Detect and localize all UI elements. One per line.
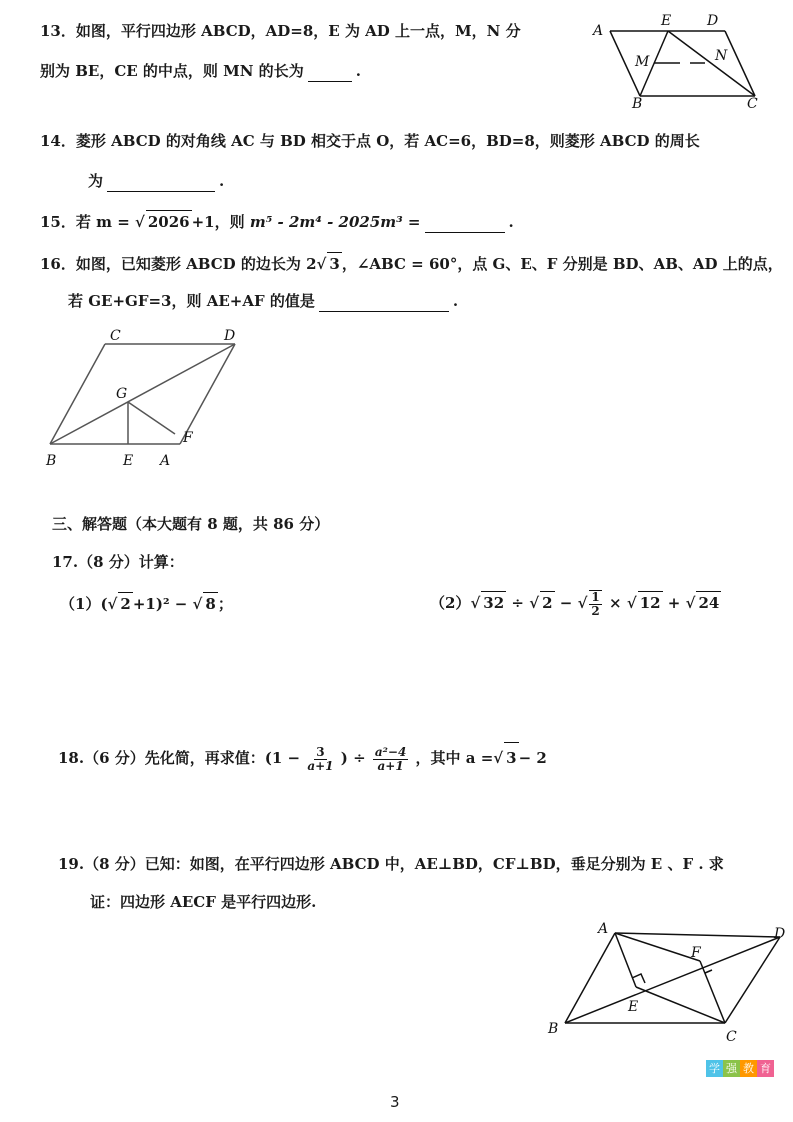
q13-line1 xyxy=(40,20,521,42)
q16-label-F: F xyxy=(183,430,193,446)
q19-line1: 19.（8 分）已知：如图，在平行四边形 ABCD 中，AE⊥BD，CF⊥BD，垂足分别为 E 、F . 求 xyxy=(58,855,724,873)
q16-line2: 若 GE+GF=3，则 AE+AF 的值是 . xyxy=(68,292,459,310)
q13-label-N: N xyxy=(715,48,728,64)
q13-line2: 别为 BE，CE 的中点，则 MN 的长为 . xyxy=(40,62,361,80)
q16-label-A: A xyxy=(160,453,171,469)
q14-line1: 14．菱形 ABCD 的对角线 AC 与 BD 相交于点 O，若 AC=6，BD=8，则菱形 ABCD 的周长 xyxy=(40,132,700,150)
q19-line2: 证：四边形 AECF 是平行四边形. xyxy=(90,893,317,911)
q13-answer-blank[interactable] xyxy=(308,65,352,82)
q13-text1: 如图，平行四边形 ABCD，AD=8，E 为 AD 上一点，M，N 分 xyxy=(75,22,521,40)
q18-line: 18.（6 分）先化简，再求值：(1 − $\frac{3}{a+1}$ ) ÷ $\frac{\text{a²−4}}{a+1}$ ，其中 a =√ 3 − 2 xyxy=(58,742,547,773)
q16-label-C: C xyxy=(110,328,121,344)
q17-part2: （2）√ 32 ÷ √ 2 − √ $\frac{1}{2}$ × √ 12 + √ 24 xyxy=(430,590,720,618)
q15-line: 15．若 m = √ 2026 +1，则 m⁵ - 2m⁴ - 2025m³ = . xyxy=(40,210,514,233)
q19-label-A: A xyxy=(598,921,609,937)
q13-label-A: A xyxy=(593,23,604,39)
q16-label-E: E xyxy=(123,453,134,469)
page-number: 3 xyxy=(390,1093,400,1111)
q14-line2: 为 . xyxy=(88,172,225,190)
q19-label-F: F xyxy=(691,945,701,961)
q13-label-B: B xyxy=(632,96,643,112)
q16-answer-blank[interactable] xyxy=(319,295,449,312)
q16-label-B: B xyxy=(46,453,57,469)
q13-label-E: E xyxy=(661,13,672,29)
q19-label-E: E xyxy=(628,999,639,1015)
q13-text2: 别为 BE，CE 的中点，则 MN 的长为 xyxy=(40,62,304,80)
q17-part1: （1）(√ 2 +1)² − √ 8 ； xyxy=(60,592,233,615)
q15-radicand: 2026 xyxy=(146,210,192,233)
q16-line1: 16．如图，已知菱形 ABCD 的边长为 2√ 3 ，∠ABC = 60°，点 G、E、F 分别是 BD、AB、AD 上的点， xyxy=(40,252,783,275)
q15-answer-blank[interactable] xyxy=(425,216,505,233)
q13-number: 13． xyxy=(40,22,76,40)
q14-answer-blank[interactable] xyxy=(107,175,215,192)
q16-label-D: D xyxy=(224,328,236,344)
q19-label-D: D xyxy=(774,926,786,942)
q19-label-C: C xyxy=(726,1029,737,1045)
q19-figure xyxy=(540,915,790,1050)
q17-title: 17.（8 分）计算： xyxy=(52,553,184,571)
q19-label-B: B xyxy=(548,1021,559,1037)
q16-figure xyxy=(40,322,270,472)
q16-label-G: G xyxy=(116,386,128,402)
q13-label-M: M xyxy=(635,54,650,70)
q13-label-D: D xyxy=(707,13,719,29)
q13-label-C: C xyxy=(747,96,758,112)
q13-figure xyxy=(585,8,775,113)
watermark-logo: 学 强 教 育 xyxy=(706,1060,774,1077)
section-heading: 三、解答题（本大题有 8 题，共 86 分） xyxy=(52,515,330,533)
